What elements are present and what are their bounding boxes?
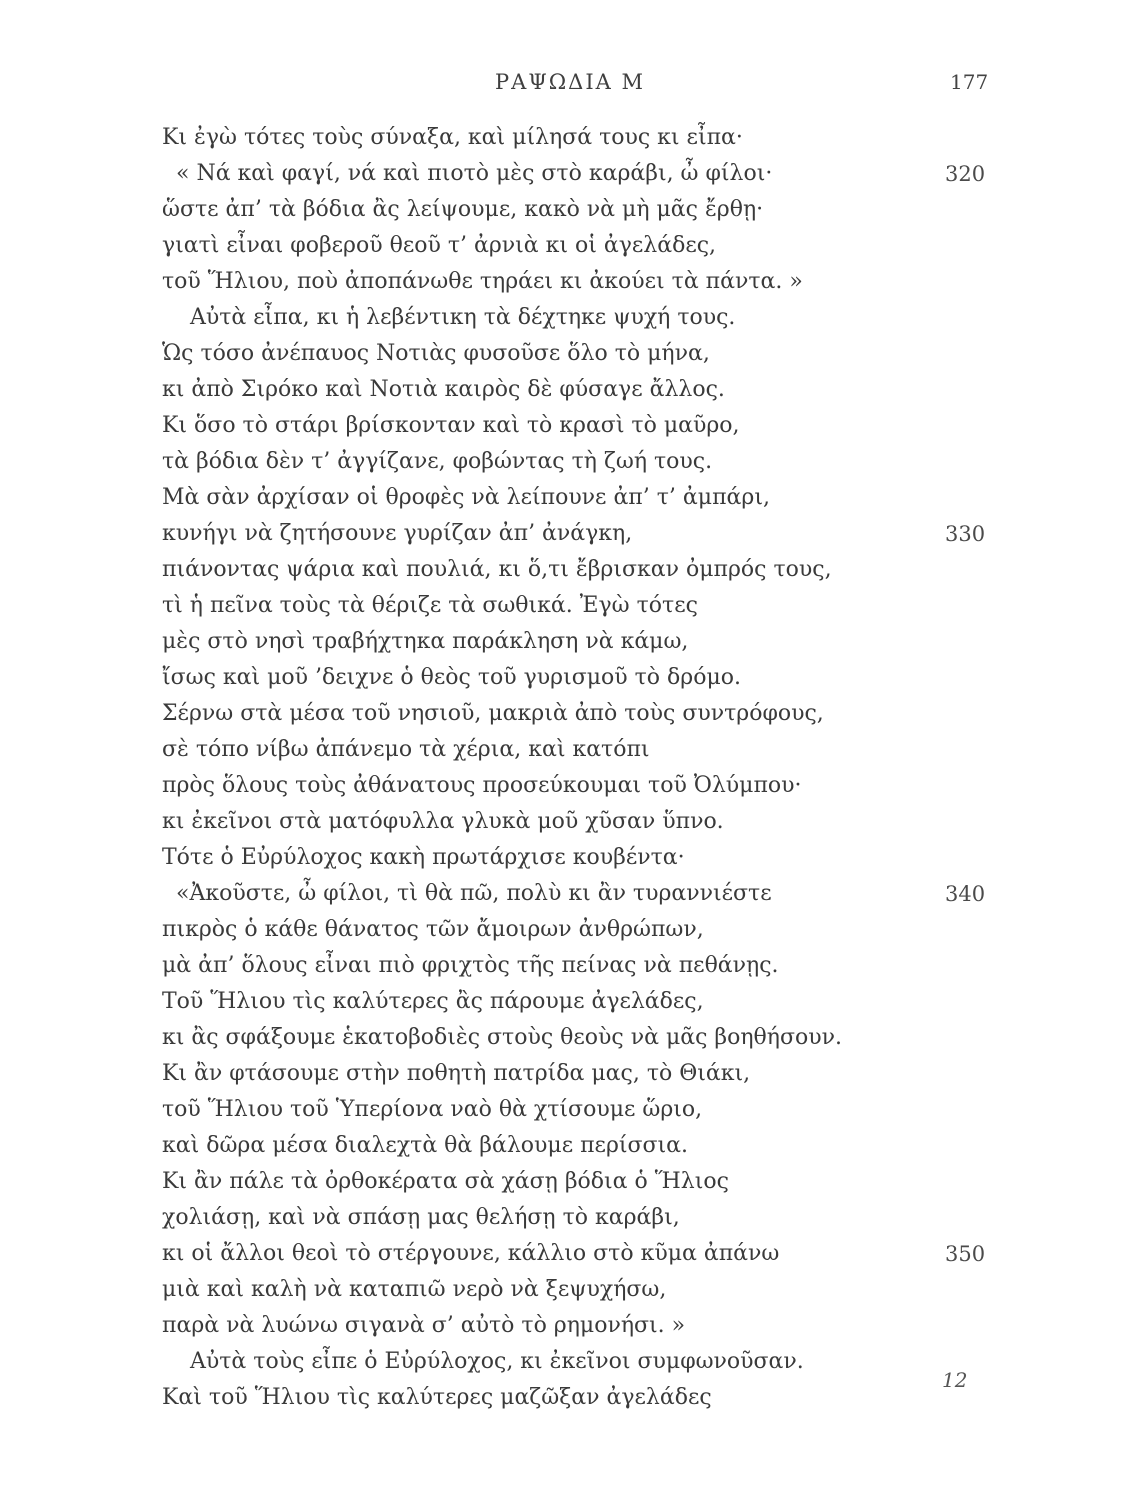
verse-line: Μὰ σὰν ἀρχίσαν οἱ θροφὲς νὰ λείπουνε ἀπ’ τ’ ἀμπάρι, <box>162 485 770 510</box>
verse-line: κι ἀπὸ Σιρόκο καὶ Νοτιὰ καιρὸς δὲ φύσαγε ἄλλος. <box>162 377 725 402</box>
running-head <box>0 70 1140 100</box>
verse-line: πρὸς ὅλους τοὺς ἀθάνατους προσεύκουμαι τοῦ Ὀλύμπου· <box>162 773 802 798</box>
verse-line: Τοῦ Ἥλιου τὶς καλύτερες ἂς πάρουμε ἀγελάδες, <box>162 989 704 1014</box>
verse-line: κι ἐκεῖνοι στὰ ματόφυλλα γλυκὰ μοῦ χῦσαν ὕπνο. <box>162 809 724 834</box>
verse-line: Τότε ὁ Εὐρύλοχος κακὴ πρωτάρχισε κουβέντα· <box>162 845 685 870</box>
verse-line: γιατὶ εἶναι φοβεροῦ θεοῦ τ’ ἀρνιὰ κι οἱ ἀγελάδες, <box>162 233 717 258</box>
verse-line: « Νά καὶ φαγί, νά καὶ πιοτὸ μὲς στὸ καράβι, ὦ φίλοι· <box>176 161 773 186</box>
verse-line: Αὐτὰ εἶπα, κι ἡ λεβέντικη τὰ δέχτηκε ψυχή τους. <box>190 305 736 330</box>
verse-line: καὶ δῶρα μέσα διαλεχτὰ θὰ βάλουμε περίσσια. <box>162 1133 689 1158</box>
verse-line: Κι ἂν πάλε τὰ ὀρθοκέρατα σὰ χάσῃ βόδια ὁ Ἥλιος <box>162 1169 729 1194</box>
verse-line: κυνήγι νὰ ζητήσουνε γυρίζαν ἀπ’ ἀνάγκη, <box>162 521 633 546</box>
verse-line: Κι ἐγὼ τότες τοὺς σύναξα, καὶ μίλησά τους κι εἶπα· <box>162 125 743 150</box>
verse-line: πικρὸς ὁ κάθε θάνατος τῶν ἄμοιρων ἀνθρώπων, <box>162 917 704 942</box>
verse-line: Καὶ τοῦ Ἥλιου τὶς καλύτερες μαζῶξαν ἀγελάδες <box>162 1385 712 1410</box>
page-number: 177 <box>950 70 989 94</box>
verse-line: σὲ τόπο νίβω ἀπάνεμο τὰ χέρια, καὶ κατόπι <box>162 737 650 762</box>
verse-line: χολιάσῃ, καὶ νὰ σπάσῃ μας θελήσῃ τὸ καράβι, <box>162 1205 680 1230</box>
verse-line: μὲς στὸ νησὶ τραβήχτηκα παράκληση νὰ κάμω, <box>162 629 689 654</box>
verse-line: παρὰ νὰ λυώνω σιγανὰ σ’ αὐτὸ τὸ ρημονήσι. » <box>162 1313 686 1338</box>
verse-line: Κι ἂν φτάσουμε στὴν ποθητὴ πατρίδα μας, τὸ Θιάκι, <box>162 1061 751 1086</box>
running-title: ΡΑΨΩΔΙΑ Μ <box>495 70 645 94</box>
verse-line: Αὐτὰ τοὺς εἶπε ὁ Εὐρύλοχος, κι ἐκεῖνοι συμφωνοῦσαν. <box>190 1349 804 1374</box>
signature-mark: 12 <box>942 1368 968 1392</box>
verse-line: τὶ ἡ πεῖνα τοὺς τὰ θέριζε τὰ σωθικά. Ἐγὼ τότες <box>162 593 698 618</box>
verse-line: Ὡς τόσο ἀνέπαυος Νοτιὰς φυσοῦσε ὅλο τὸ μήνα, <box>162 341 710 366</box>
verse-line: τοῦ Ἥλιου τοῦ Ὑπερίονα ναὸ θὰ χτίσουμε ὥριο, <box>162 1097 703 1122</box>
verse-line: μιὰ καὶ καλὴ νὰ καταπιῶ νερὸ νὰ ξεψυχήσω, <box>162 1277 667 1302</box>
line-number: 320 <box>945 162 986 186</box>
verse-line: τὰ βόδια δὲν τ’ ἀγγίζανε, φοβώντας τὴ ζωή τους. <box>162 449 713 474</box>
line-number: 350 <box>945 1242 986 1266</box>
verse-line: πιάνοντας ψάρια καὶ πουλιά, κι ὅ,τι ἔβρισκαν ὀμπρός τους, <box>162 557 832 582</box>
verse-line: ἴσως καὶ μοῦ ’δειχνε ὁ θεὸς τοῦ γυρισμοῦ τὸ δρόμο. <box>162 665 741 690</box>
verse-line: μὰ ἀπ’ ὅλους εἶναι πιὸ φριχτὸς τῆς πείνας νὰ πεθάνῃς. <box>162 953 779 978</box>
verse-line: ὥστε ἀπ’ τὰ βόδια ἂς λείψουμε, κακὸ νὰ μὴ μᾶς ἔρθῃ· <box>162 197 764 222</box>
verse-line: τοῦ Ἥλιου, ποὺ ἀποπάνωθε τηράει κι ἀκούει τὰ πάντα. » <box>162 269 803 294</box>
verse-line: Σέρνω στὰ μέσα τοῦ νησιοῦ, μακριὰ ἀπὸ τοὺς συντρόφους, <box>162 701 824 726</box>
verse-line: «Ἀκοῦστε, ὦ φίλοι, τὶ θὰ πῶ, πολὺ κι ἂν τυραννιέστε <box>176 881 772 906</box>
verse-line: κι οἱ ἄλλοι θεοὶ τὸ στέργουνε, κάλλιο στὸ κῦμα ἀπάνω <box>162 1241 780 1266</box>
line-number: 340 <box>945 882 986 906</box>
verse-line: Κι ὅσο τὸ στάρι βρίσκονταν καὶ τὸ κρασὶ τὸ μαῦρο, <box>162 413 740 438</box>
verse-line: κι ἂς σφάξουμε ἑκατοβοδιὲς στοὺς θεοὺς νὰ μᾶς βοηθήσουν. <box>162 1025 842 1050</box>
line-number: 330 <box>945 522 986 546</box>
